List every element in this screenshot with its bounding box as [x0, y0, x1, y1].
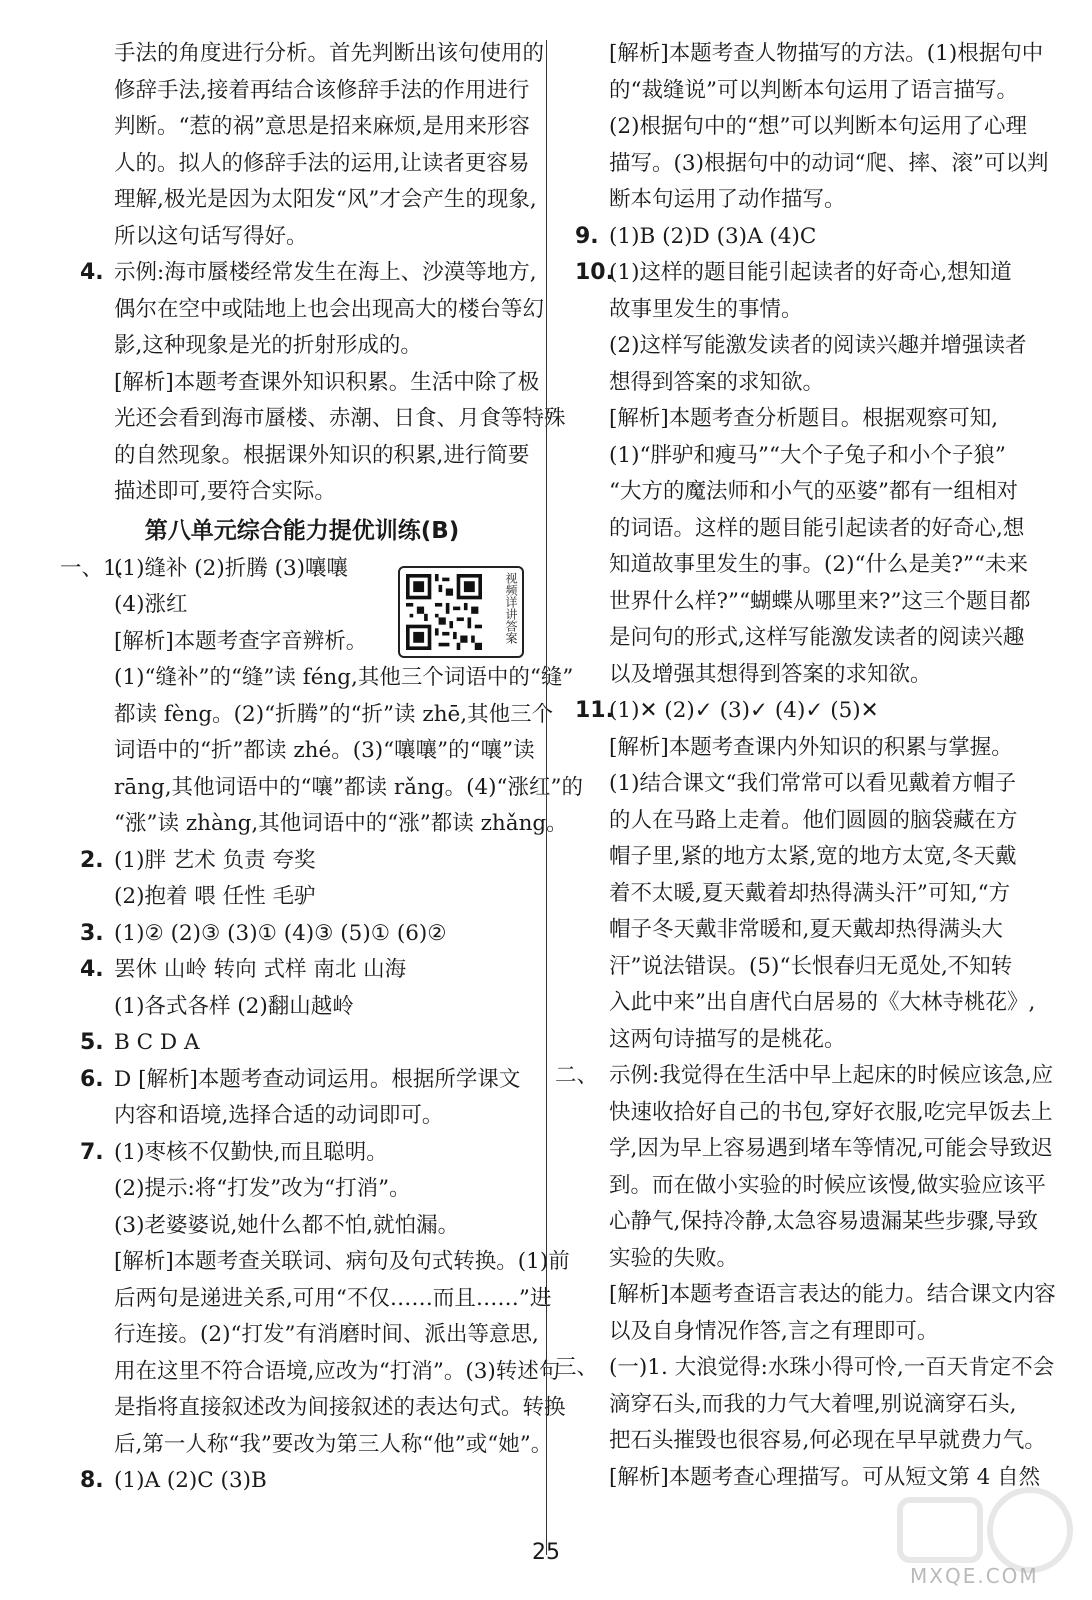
text-line	[80, 770, 584, 807]
text-line	[575, 292, 1039, 329]
question-number: 3.	[80, 920, 104, 946]
section-title	[80, 511, 524, 551]
line-text: 影,这种现象是光的折射形成的。	[114, 333, 422, 358]
line-text: (1)B (2)D (3)A (4)C	[609, 223, 817, 249]
line-text: 修辞手法,接着再结合该修辞手法的作用进行	[114, 77, 530, 103]
line-text: (1)这样的题目能引起读者的好奇心,想知道	[609, 260, 1012, 285]
text-line	[575, 1277, 1056, 1314]
text-line	[80, 1135, 524, 1172]
qr-code-icon	[406, 574, 482, 650]
line-text: [解析]本题考查分析题目。根据观察可知,	[609, 406, 999, 431]
line-text: 后两句是递进关系,可用“不仅……而且……”进	[114, 1285, 552, 1311]
line-text: (1)“胖驴和瘦马”“大个子兔子和小个子狼”	[609, 442, 1006, 468]
text-line	[80, 843, 524, 880]
text-line	[80, 182, 537, 219]
text-line	[575, 1168, 1046, 1205]
text-line	[575, 1131, 1053, 1168]
line-text: [解析]本题考查字音辨析。	[114, 628, 368, 654]
text-line	[80, 1098, 524, 1135]
line-text: (3)老婆婆说,她什么都不怕,就怕漏。	[114, 1212, 460, 1238]
line-text: (1)胖 艺术 负责 夸奖	[114, 847, 316, 873]
text-line	[555, 1058, 1054, 1095]
text-line	[575, 365, 1039, 402]
line-text: 是问句的形式,这样写能激发读者的阅读兴趣	[609, 625, 1025, 650]
text-line	[80, 1427, 553, 1464]
line-text: 都读 fèng。(2)“折腾”的“折”读 zhē,其他三个	[114, 701, 554, 727]
text-line	[575, 328, 1039, 365]
line-text: 实验的失败。	[609, 1245, 739, 1271]
text-line	[80, 328, 524, 365]
line-text: 手法的角度进行分析。首先判断出该句使用的	[114, 41, 545, 66]
text-line	[80, 806, 568, 843]
line-text: (2)根据句中的“想”可以判断本句运用了心理	[609, 114, 1027, 139]
line-text: 所以这句话写得好。	[114, 223, 308, 249]
text-line	[80, 474, 524, 511]
line-text: (1)“缝补”的“缝”读 féng,其他三个词语中的“缝”	[114, 665, 574, 690]
question-number: 9.	[575, 223, 599, 249]
question-number: 4.	[80, 957, 104, 982]
text-line	[575, 73, 1039, 110]
line-text: 帽子里,紧的地方太紧,宽的地方太宽,冬天戴	[609, 844, 1017, 869]
question-number: 5.	[80, 1030, 104, 1055]
line-text: 心静气,保持冷静,太急容易遗漏某些步骤,导致	[609, 1209, 1039, 1234]
text-line	[575, 1387, 1039, 1424]
line-text: 的自然现象。根据课外知识的积累,进行简要	[114, 442, 530, 468]
text-line	[80, 1171, 524, 1208]
text-line	[575, 657, 1039, 694]
text-line	[575, 1095, 1053, 1132]
qr-label: 视频详讲答案	[504, 572, 518, 644]
text-line	[575, 401, 1039, 438]
text-line	[80, 292, 545, 329]
line-text: 世界什么样?”“蝴蝶从哪里来?”这三个题目都	[609, 588, 1031, 614]
text-line	[575, 109, 1039, 146]
line-text: (1)枣核不仅勤快,而且聪明。	[114, 1139, 388, 1165]
text-line	[80, 1244, 570, 1281]
text-line	[575, 1241, 1039, 1278]
text-line	[575, 1204, 1039, 1241]
text-line	[80, 438, 530, 475]
line-text: 的人在马路上走着。他们圆圆的脑袋藏在方	[609, 807, 1018, 833]
text-line	[575, 511, 1039, 548]
line-text: 汗”说法错误。(5)“长恨春归无觅处,不知转	[609, 953, 1013, 979]
line-text: 以及自身情况作答,言之有理即可。	[609, 1318, 939, 1344]
text-line	[80, 1208, 524, 1245]
line-text: (4)涨红	[114, 592, 188, 617]
text-line	[575, 182, 1039, 219]
text-line	[80, 146, 530, 183]
line-text: 示例:我觉得在生活中早上起床的时候应该急,应	[609, 1063, 1054, 1088]
watermark-text: MXQE.COM	[910, 1564, 1039, 1588]
line-text: 的“裁缝说”可以判断本句运用了语言描写。	[609, 77, 1018, 103]
text-line	[80, 879, 524, 916]
line-text: 是指将直接叙述改为间接叙述的表达句式。转换	[114, 1395, 566, 1420]
line-text: 词语中的“折”都读 zhé。(3)“嚷嚷”的“嚷”读	[114, 738, 535, 763]
question-number: 10.	[575, 260, 614, 285]
line-text: 行连接。(2)“打发”有消磨时间、派出等意思,	[114, 1322, 539, 1347]
text-line	[575, 1022, 1039, 1059]
text-line	[575, 620, 1039, 657]
line-text: 到。而在做小实验的时候应该慢,做实验应该平	[609, 1172, 1046, 1198]
question-number: 8.	[80, 1468, 104, 1493]
line-text: (1)结合课文“我们常常可以看见戴着方帽子	[609, 771, 1016, 796]
line-text: 这两句诗描写的是桃花。	[609, 1026, 846, 1052]
question-number: 2.	[80, 847, 104, 873]
line-text: [解析]本题考查课外知识积累。生活中除了极	[114, 369, 540, 395]
line-text: 偶尔在空中或陆地上也会出现高大的楼台等幻	[114, 296, 545, 322]
line-text: 故事里发生的事情。	[609, 296, 803, 322]
line-text: [解析]本题考查课内外知识的积累与掌握。	[609, 734, 1013, 760]
line-text: (一)1. 大浪觉得:水珠小得可怜,一百天肯定不会	[609, 1355, 1055, 1380]
text-line	[575, 1314, 1039, 1351]
line-text: 内容和语境,选择合适的动词即可。	[114, 1103, 444, 1128]
text-line	[575, 876, 1039, 913]
line-text: 学,因为早上容易遇到堵车等情况,可能会导致迟	[609, 1136, 1053, 1161]
line-text: 把石头摧毁也很容易,何必现在早早就费力气。	[609, 1428, 1046, 1453]
line-text: rāng,其他词语中的“嚷”都读 rǎng。(4)“涨红”的	[114, 774, 584, 800]
line-text: (1)缝补 (2)折腾 (3)嚷嚷	[114, 555, 349, 581]
line-text: [解析]本题考查关联词、病句及句式转换。(1)前	[114, 1249, 570, 1274]
line-text: 用在这里不符合语境,应改为“打消”。(3)转述句	[114, 1358, 561, 1384]
line-text: 描述即可,要符合实际。	[114, 479, 336, 504]
line-text: 帽子冬天戴非常暖和,夏天戴却热得满头大	[609, 917, 1003, 942]
text-line	[80, 989, 524, 1026]
text-line	[80, 401, 566, 438]
text-line	[575, 219, 1039, 256]
line-text: 快速收拾好自己的书包,穿好衣服,吃完早饭去上	[609, 1099, 1053, 1125]
qr-code-box[interactable]	[398, 566, 524, 658]
right-column	[555, 36, 1056, 1496]
text-line	[80, 1390, 566, 1427]
text-line	[575, 547, 1039, 584]
text-line	[575, 912, 1039, 949]
left-column	[60, 36, 584, 1500]
text-line	[80, 916, 524, 953]
column-divider	[546, 40, 547, 1555]
text-line	[575, 584, 1039, 621]
line-text: B C D A	[114, 1030, 200, 1055]
line-text: 着不太暖,夏天戴着却热得满头汗”可知,“方	[609, 880, 1011, 906]
line-text: (1)A (2)C (3)B	[114, 1468, 267, 1493]
text-line	[80, 660, 574, 697]
text-line	[575, 803, 1039, 840]
line-text: 入此中来”出自唐代白居易的《大林寺桃花》,	[609, 990, 1036, 1015]
text-line	[80, 365, 540, 402]
text-line	[575, 730, 1039, 767]
text-line	[575, 146, 1049, 183]
text-line	[80, 733, 535, 770]
line-text: 后,第一人称“我”要改为第三人称“他”或“她”。	[114, 1431, 553, 1457]
line-text: 第八单元综合能力提优训练(B)	[144, 517, 460, 544]
question-number: 6.	[80, 1066, 104, 1092]
text-line	[80, 1025, 524, 1062]
text-line	[575, 985, 1039, 1022]
line-text: “涨”读 zhàng,其他词语中的“涨”都读 zhǎng。	[114, 811, 568, 836]
text-line	[80, 109, 530, 146]
line-text: (1)② (2)③ (3)① (4)③ (5)① (6)②	[114, 920, 447, 946]
text-line	[80, 952, 524, 989]
text-line	[80, 73, 530, 110]
text-line	[80, 1463, 524, 1500]
line-text: [解析]本题考查心理描写。可从短文第 4 自然	[609, 1464, 1041, 1490]
line-text: 理解,极光是因为太阳发“风”才会产生的现象,	[114, 187, 537, 212]
text-line	[80, 1062, 524, 1099]
section-number: 一、1.	[60, 555, 124, 581]
text-line	[575, 693, 1039, 730]
line-text: 描写。(3)根据句中的动词“爬、摔、滚”可以判	[609, 150, 1049, 176]
text-line	[575, 36, 1044, 73]
question-number: 11.	[575, 698, 614, 723]
line-text: 以及增强其想得到答案的求知欲。	[609, 661, 932, 687]
line-text: 示例:海市蜃楼经常发生在海上、沙漠等地方,	[114, 260, 537, 285]
line-text: “大方的魔法师和小气的巫婆”都有一组相对	[609, 479, 1018, 504]
section-number: 三、	[555, 1355, 599, 1380]
text-line	[575, 474, 1039, 511]
line-text: 知道故事里发生的事。(2)“什么是美?”“未来	[609, 552, 1028, 577]
text-line	[575, 1423, 1046, 1460]
text-line	[80, 1354, 561, 1391]
line-text: (2)提示:将“打发”改为“打消”。	[114, 1176, 411, 1201]
text-line	[80, 697, 554, 734]
line-text: 判断。“惹的祸”意思是招来麻烦,是用来形容	[114, 114, 530, 139]
line-text: (1)✕ (2)✓ (3)✓ (4)✓ (5)✕	[609, 698, 879, 723]
line-text: (2)抱着 喂 任性 毛驴	[114, 884, 316, 909]
text-line	[575, 255, 1039, 292]
line-text: [解析]本题考查人物描写的方法。(1)根据句中	[609, 41, 1044, 66]
line-text: (2)这样写能激发读者的阅读兴趣并增强读者	[609, 333, 1027, 358]
text-line	[575, 438, 1039, 475]
line-text: 光还会看到海市蜃楼、赤潮、日食、月食等特殊	[114, 406, 566, 431]
line-text: 罢休 山岭 转向 式样 南北 山海	[114, 957, 407, 982]
text-line	[575, 949, 1039, 986]
line-text: D [解析]本题考查动词运用。根据所学课文	[114, 1066, 521, 1092]
line-text: 滴穿石头,而我的力气大着哩,别说滴穿石头,	[609, 1391, 1017, 1417]
text-line	[80, 1317, 539, 1354]
text-line	[575, 839, 1039, 876]
text-line	[80, 255, 537, 292]
line-text: 断本句运用了动作描写。	[609, 187, 846, 212]
section-number: 二、	[555, 1063, 599, 1088]
text-line	[80, 36, 545, 73]
page-number: 25	[532, 1540, 560, 1565]
question-number: 4.	[80, 260, 104, 285]
text-line	[575, 766, 1039, 803]
line-text: [解析]本题考查语言表达的能力。结合课文内容	[609, 1282, 1056, 1307]
line-text: (1)各式各样 (2)翻山越岭	[114, 993, 354, 1019]
text-line	[80, 1281, 552, 1318]
line-text: 人的。拟人的修辞手法的运用,让读者更容易	[114, 150, 530, 176]
line-text: 想得到答案的求知欲。	[609, 369, 825, 395]
text-line	[80, 219, 524, 256]
line-text: 的词语。这样的题目能引起读者的好奇心,想	[609, 515, 1025, 541]
question-number: 7.	[80, 1139, 104, 1165]
text-line	[555, 1350, 1055, 1387]
